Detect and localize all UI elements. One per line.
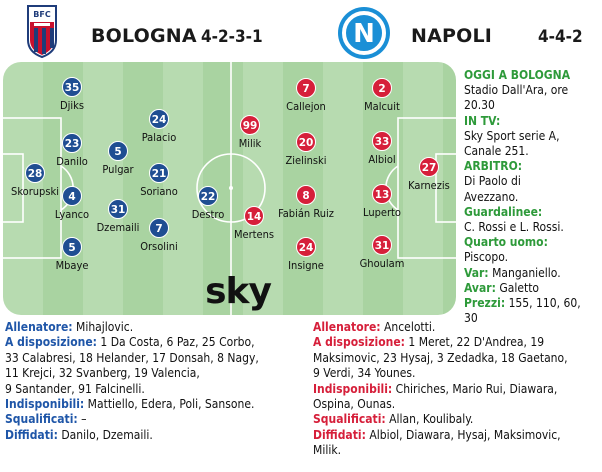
bologna-bench [5, 335, 295, 350]
player-name: Pulgar [102, 163, 134, 176]
away-team-name: NAPOLI [411, 25, 493, 47]
info-referee-heading: ARBITRO: [464, 159, 523, 174]
unavailable-label: Indisponibili: [313, 381, 393, 396]
bologna-unavailable [5, 397, 295, 412]
napoli-unavailable [313, 382, 602, 397]
home-team-name: BOLOGNA [91, 25, 197, 47]
napoli-suspended [313, 412, 602, 427]
info-referee-city: Avezzano. [464, 189, 519, 204]
napoli-bench [313, 335, 602, 350]
suspended-value: – [77, 412, 87, 427]
info-linesmen: C. Rossi e L. Rossi. [464, 220, 564, 235]
away-player-callejon [269, 78, 343, 113]
warned-value: Albiol, Diawara, Hysaj, Maksimovic, [365, 427, 561, 442]
player-number: 23 [62, 133, 82, 153]
player-number: 35 [62, 77, 82, 97]
coach-label: Allenatore: [5, 320, 73, 334]
info-venue-heading: OGGI A BOLOGNA [464, 68, 571, 82]
warned-value: Danilo, Dzemaili. [57, 427, 153, 442]
napoli-unavailable-2: Ospina, Ounas. [313, 397, 396, 412]
warned-label: Diffidati: [5, 427, 58, 442]
player-number: 8 [296, 185, 316, 205]
player-number: 31 [372, 235, 392, 255]
player-name: Palacio [141, 131, 177, 144]
info-tv-canale: Canale 251. [464, 144, 529, 159]
player-name: Ghoulam [359, 257, 405, 270]
bench-label: A disposizione: [5, 335, 97, 350]
info-avar [464, 281, 600, 296]
info-prices-label: Prezzi: [464, 296, 506, 311]
player-name: Orsolini [140, 240, 178, 253]
info-venue: Stadio Dall'Ara, ore [464, 83, 569, 98]
player-name: Insigne [288, 259, 324, 272]
bologna-warned [5, 428, 295, 443]
player-name: Danilo [56, 155, 88, 168]
bologna-crest-icon [25, 4, 59, 58]
player-name: Soriano [140, 185, 178, 198]
home-formation: 4-2-3-1 [201, 27, 263, 47]
info-referee: Di Paolo di [464, 174, 521, 189]
info-var [464, 266, 600, 281]
player-name: Djiks [59, 99, 84, 112]
player-number: 5 [108, 141, 128, 161]
player-number: 13 [372, 184, 392, 204]
info-prices-value: 155, 110, 60, [505, 296, 581, 311]
player-number: 99 [240, 115, 260, 135]
napoli-warned [313, 428, 602, 443]
napoli-panel [313, 320, 602, 459]
player-name: Albiol [368, 153, 396, 166]
home-player-palacio [122, 109, 196, 144]
away-player-malcuit [345, 78, 419, 113]
bologna-bench-2: 33 Calabresi, 18 Helander, 17 Donsah, 8 Nagy, [5, 350, 259, 365]
player-number: 27 [419, 157, 439, 177]
player-name: Mbaye [55, 259, 89, 272]
player-number: 28 [25, 163, 45, 183]
info-fourth-official: Piscopo. [464, 250, 509, 265]
bologna-coach [5, 320, 295, 335]
bench-value: 1 Da Costa, 6 Paz, 25 Corbo, [96, 335, 255, 350]
player-number: 2 [372, 78, 392, 98]
player-number: 4 [62, 186, 82, 206]
info-prices-cont: 30 [464, 311, 478, 326]
bologna-bench-4: 9 Santander, 91 Falcinelli. [5, 381, 145, 396]
svg-text:N: N [353, 19, 375, 49]
info-time: 20.30 [464, 98, 495, 113]
info-tv-channel: Sky Sport serie A, [464, 128, 560, 143]
napoli-warned-2: Milik. [313, 443, 341, 458]
player-number: 22 [198, 186, 218, 206]
napoli-coach [313, 320, 602, 335]
player-name: Skorupski [11, 185, 59, 198]
player-name: Callejon [286, 100, 326, 113]
info-var-label: Var: [464, 265, 489, 280]
info-var-value: Manganiello. [488, 265, 561, 280]
player-name: Zielinski [285, 154, 327, 167]
napoli-bench-3: 9 Verdi, 34 Younes. [313, 366, 416, 381]
player-name: Lyanco [54, 208, 90, 221]
coach-value: Ancelotti. [380, 320, 436, 334]
home-player-orsolini [122, 218, 196, 253]
unavailable-value: Chiriches, Mario Rui, Diawara, [392, 381, 558, 396]
player-name: Fabián Ruiz [278, 207, 334, 220]
home-player-djiks [35, 77, 109, 112]
player-number: 24 [296, 237, 316, 257]
match-info [464, 68, 600, 326]
player-name: Mertens [233, 228, 275, 241]
bench-label: A disposizione: [313, 335, 405, 350]
info-prices [464, 296, 600, 311]
player-number: 33 [372, 131, 392, 151]
player-name: Milik [238, 137, 262, 150]
info-avar-value: Galetto [495, 280, 540, 295]
away-player-ghoulam [345, 235, 419, 270]
suspended-label: Squalificati: [5, 412, 78, 427]
bologna-suspended [5, 412, 295, 427]
player-name: Malcuit [364, 100, 400, 113]
player-number: 7 [149, 218, 169, 238]
player-name: Destro [191, 208, 225, 221]
player-number: 24 [149, 109, 169, 129]
coach-label: Allenatore: [313, 320, 381, 334]
player-number: 20 [296, 132, 316, 152]
away-player-insigne [269, 237, 343, 272]
sky-logo: sky [205, 271, 271, 312]
away-formation: 4-4-2 [538, 27, 583, 47]
info-avar-label: Avar: [464, 280, 496, 295]
unavailable-value: Mattiello, Edera, Poli, Sansone. [84, 397, 255, 412]
player-number: 14 [244, 206, 264, 226]
warned-label: Diffidati: [313, 427, 366, 442]
info-fourth-official-heading: Quarto uomo: [464, 235, 548, 250]
player-name: Luperto [363, 206, 401, 219]
away-player-fabian-ruiz [269, 185, 343, 220]
napoli-crest-icon [337, 6, 391, 60]
napoli-bench-2: Maksimovic, 23 Hysaj, 3 Zedadka, 18 Gaetano, [313, 350, 568, 365]
info-tv-heading: IN TV: [464, 113, 501, 128]
info-linesmen-heading: Guardalinee: [464, 204, 543, 219]
away-player-zielinski [269, 132, 343, 167]
player-number: 31 [108, 199, 128, 219]
unavailable-label: Indisponibili: [5, 397, 85, 412]
player-number: 7 [296, 78, 316, 98]
suspended-value: Allan, Koulibaly. [385, 412, 474, 427]
svg-text:BFC: BFC [33, 10, 51, 19]
coach-value: Mihajlovic. [72, 320, 134, 334]
bologna-bench-3: 11 Krejci, 32 Svanberg, 19 Valencia, [5, 366, 200, 381]
suspended-label: Squalificati: [313, 412, 386, 427]
home-player-mbaye [35, 237, 109, 272]
player-name: Dzemaili [96, 221, 140, 234]
player-number: 5 [62, 237, 82, 257]
player-name: Karnezis [408, 179, 450, 192]
player-number: 21 [149, 163, 169, 183]
bench-value: 1 Meret, 22 D'Andrea, 19 [404, 335, 545, 350]
away-player-karnezis [392, 157, 456, 192]
bologna-panel [5, 320, 295, 443]
